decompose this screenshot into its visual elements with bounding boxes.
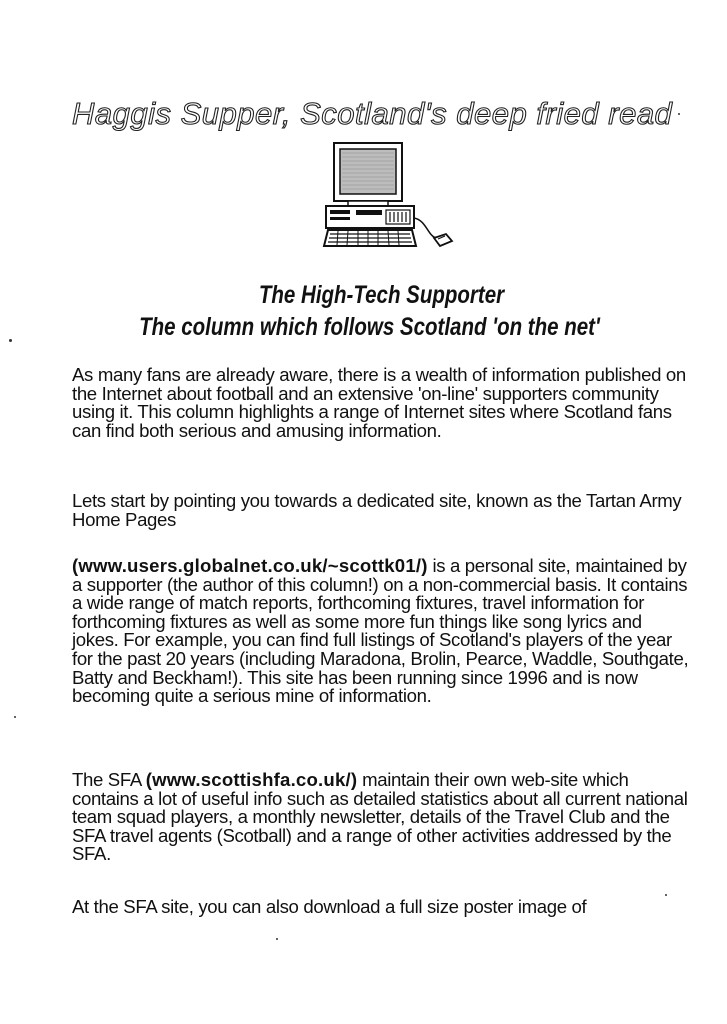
paragraph-text: At the SFA site, you can also download a full size poster image of bbox=[72, 896, 587, 917]
paragraph-intro bbox=[72, 366, 690, 440]
scan-speck bbox=[9, 339, 12, 342]
scan-speck bbox=[14, 716, 16, 718]
paragraph-personal-site bbox=[72, 557, 690, 706]
paragraph-text bbox=[72, 771, 690, 864]
column-heading: The High-Tech Supporter bbox=[258, 281, 505, 309]
paragraph-tartan-army bbox=[72, 492, 690, 529]
url-tartan-army-site: (www.users.globalnet.co.uk/~scottk01/) bbox=[72, 555, 428, 576]
desktop-computer-icon bbox=[318, 140, 458, 252]
masthead-title: Haggis Supper, Scotland's deep fried read bbox=[72, 96, 673, 131]
scan-speck bbox=[678, 113, 680, 115]
paragraph-sfa-site bbox=[72, 771, 690, 864]
paragraph-lead: The SFA bbox=[72, 769, 146, 790]
paragraph-body: is a personal site, maintained by a supporter (the author of this column!) on a non-commercial basis. It contains a wide range of match reports, forthcoming fixtures, travel information for forthcoming fixtures as well as some more fun things like song lyrics and jokes. For example, you can find full listings of Scotland's players of the year for the past 20 years (including Maradona, Brolin, Pearce, Waddle, Southgate, Batty and Beckham!). This site has been running since 1996 and is now becoming quite a serious mine of information. bbox=[72, 555, 689, 707]
paragraph-poster bbox=[72, 898, 690, 917]
paragraph-text bbox=[72, 557, 690, 706]
column-subheading: The column which follows Scotland 'on the net' bbox=[139, 313, 600, 341]
url-sfa-site: (www.scottishfa.co.uk/) bbox=[145, 769, 358, 790]
scan-speck bbox=[276, 938, 278, 940]
paragraph-text: As many fans are already aware, there is a wealth of information published on the Internet about football and an extensive 'on-line' supporters community using it. This column highlights a range of Internet sites where Scotland fans can find both serious and amusing information. bbox=[72, 364, 686, 441]
paragraph-text: Lets start by pointing you towards a dedicated site, known as the Tartan Army Home Pages bbox=[72, 490, 682, 530]
paragraph-body: maintain their own web-site which contains a lot of useful info such as detailed statistics about all current national team squad players, a monthly newsletter, details of the Travel Club and the SFA travel agents (Scotball) and a range of other activities addressed by the SFA. bbox=[72, 769, 688, 865]
scan-speck bbox=[665, 894, 667, 896]
